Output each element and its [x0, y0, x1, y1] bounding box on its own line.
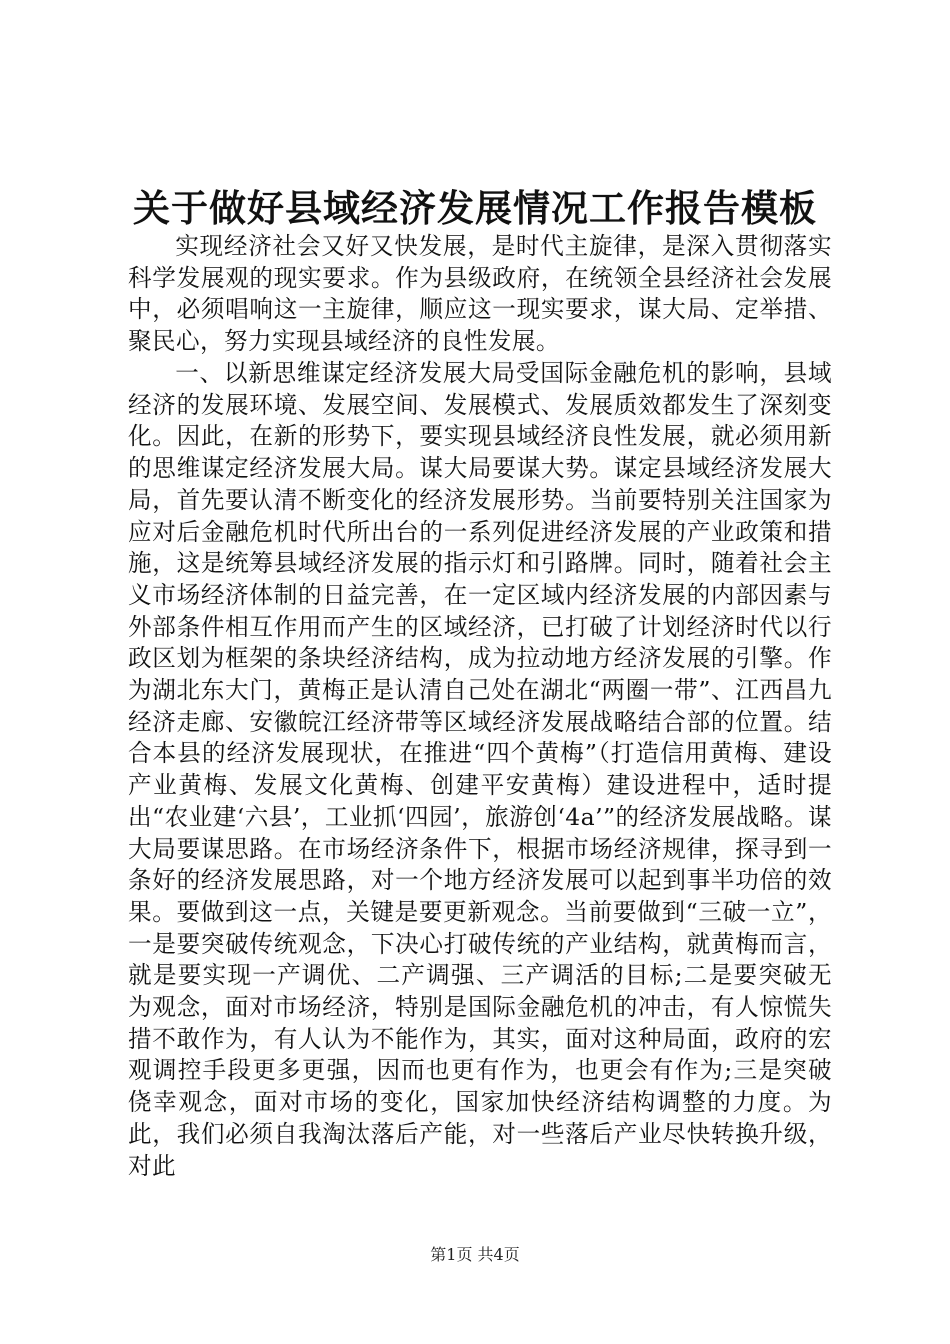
paragraph-intro: 实现经济社会又好又快发展，是时代主旋律，是深入贯彻落实科学发展观的现实要求。作为县级政府，在统领全县经济社会发展中，必须唱响这一主旋律，顺应这一现实要求，谋大局、定举措、聚民心，努力实现县域经济的良性发展。 [128, 232, 832, 356]
paragraph-section-one: 一、以新思维谋定经济发展大局受国际金融危机的影响，县域经济的发展环境、发展空间、发展模式、发展质效都发生了深刻变化。因此，在新的形势下，要实现县域经济良性发展，就必须用新的思维谋定经济发展大局。谋大局要谋大势。谋定县域经济发展大局，首先要认清不断变化的经济发展形势。当前要特别关注国家为应对后金融危机时代所出台的一系列促进经济发展的产业政策和措施，这是统筹县域经济发展的指示灯和引路牌。同时，随着社会主义市场经济体制的日益完善，在一定区域内经济发展的内部因素与外部条件相互作用而产生的区域经济，已打破了计划经济时代以行政区划为框架的条块经济结构，成为拉动地方经济发展的引擎。作为湖北东大门，黄梅正是认清自己处在湖北“两圈一带”、江西昌九经济走廊、安徽皖江经济带等区域经济发展战略结合部的位置。结合本县的经济发展现状，在推进“四个黄梅”（打造信用黄梅、建设产业黄梅、发展文化黄梅、创建平安黄梅）建设进程中，适时提出“农业建‘六县’，工业抓‘四园’，旅游创‘4a’”的经济发展战略。谋大局要谋思路。在市场经济条件下，根据市场经济规律，探寻到一条好的经济发展思路，对一个地方经济发展可以起到事半功倍的效果。要做到这一点，关键是要更新观念。当前要做到“三破一立”，一是要突破传统观念，下决心打破传统的产业结构，就黄梅而言，就是要实现一产调优、二产调强、三产调活的目标;二是要突破无为观念，面对市场经济，特别是国际金融危机的冲击，有人惊慌失措不敢作为，有人认为不能作为，其实，面对这种局面，政府的宏观调控手段更多更强，因而也更有作为，也更会有作为;三是突破侥幸观念，面对市场的变化，国家加快经济结构调整的力度。为此，我们必须自我淘汰落后产能，对一些落后产业尽快转换升级，对此 [128, 359, 832, 1180]
page-number-footer: 第1页 共4页 [430, 1245, 520, 1264]
document-title: 关于做好县域经济发展情况工作报告模板 [133, 186, 817, 230]
